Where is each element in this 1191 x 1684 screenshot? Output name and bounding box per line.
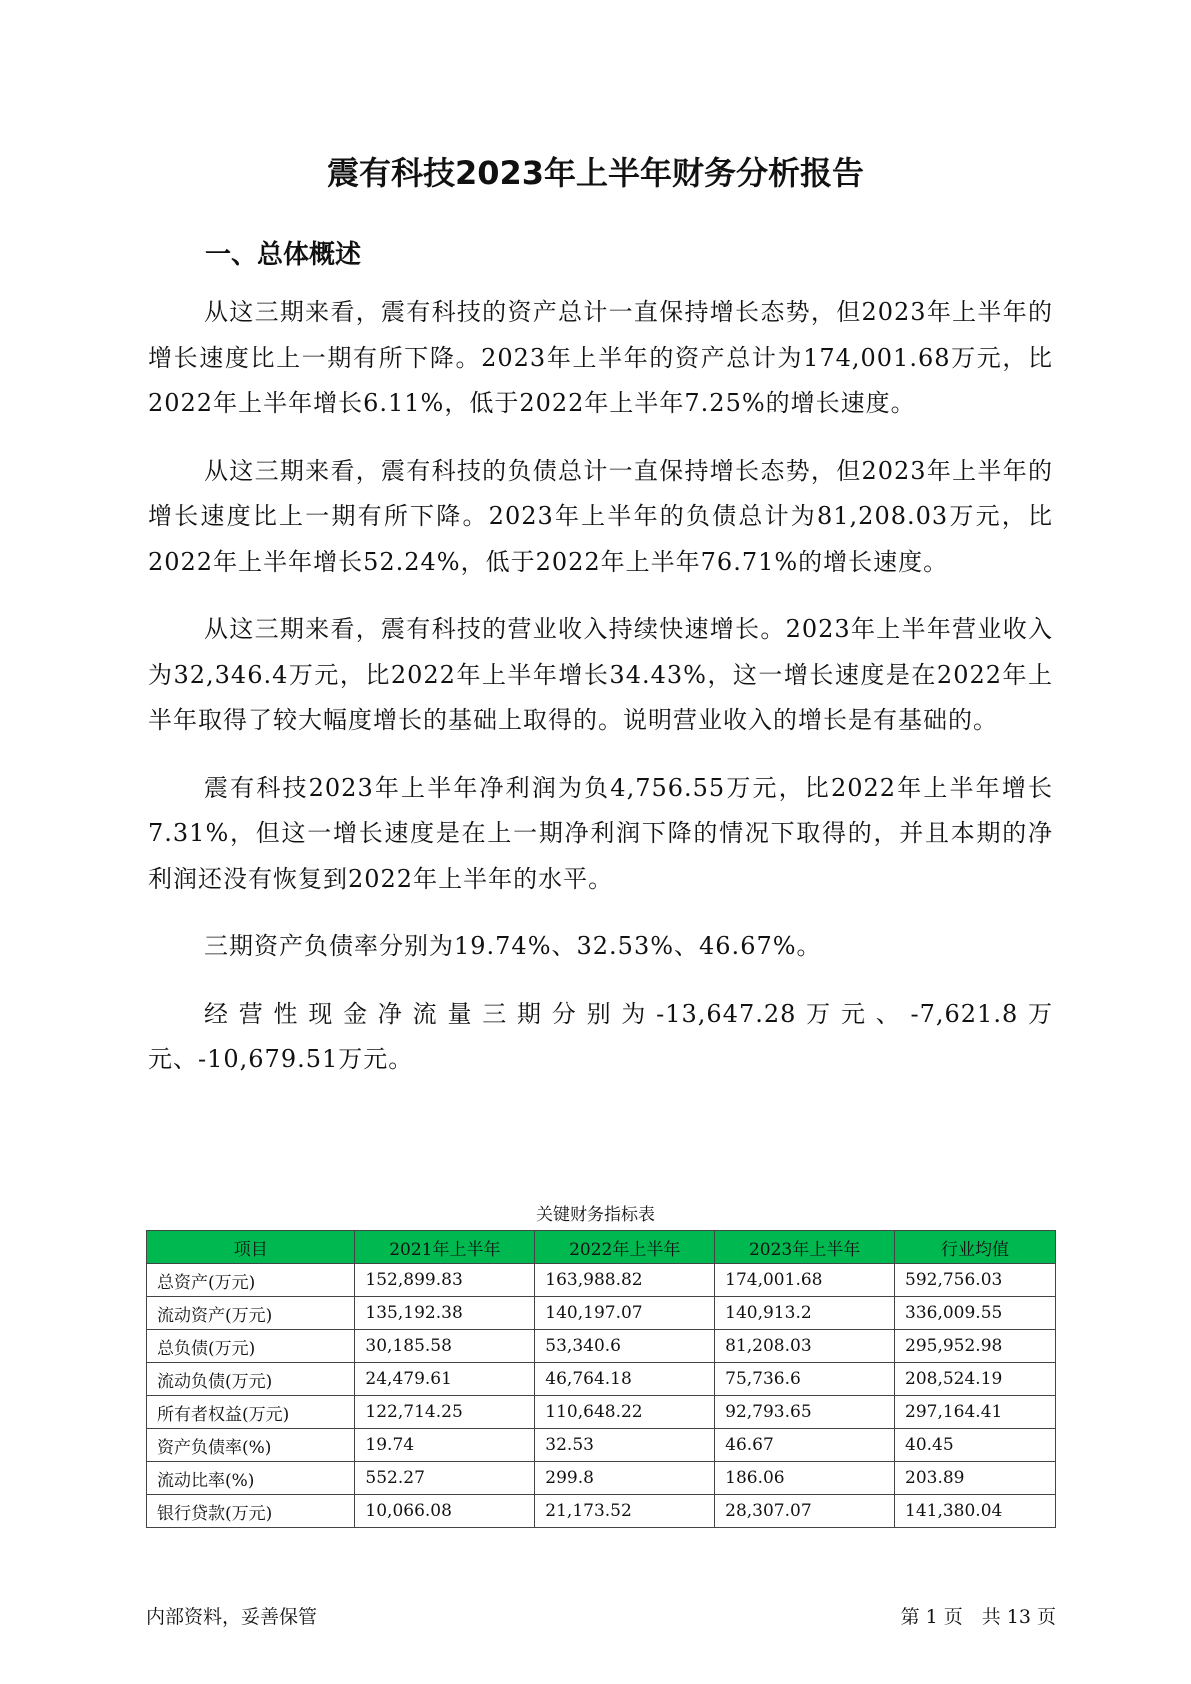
table-cell: 75,736.6 bbox=[715, 1363, 895, 1396]
table-cell: 53,340.6 bbox=[535, 1330, 715, 1363]
document-title: 震有科技2023年上半年财务分析报告 bbox=[326, 154, 865, 192]
table-cell: 122,714.25 bbox=[355, 1396, 535, 1429]
table-cell: 152,899.83 bbox=[355, 1264, 535, 1297]
table-cell: 24,479.61 bbox=[355, 1363, 535, 1396]
table-cell: 174,001.68 bbox=[715, 1264, 895, 1297]
table-row bbox=[147, 1429, 1056, 1462]
paragraph: 经营性现金净流量三期分别为-13,647.28万元、-7,621.8万元、-10,679.51万元。 bbox=[148, 999, 1053, 1073]
table-row bbox=[147, 1264, 1056, 1297]
table-header-row bbox=[147, 1231, 1056, 1264]
table-cell: 297,164.41 bbox=[895, 1396, 1056, 1429]
section-heading: 一、总体概述 bbox=[205, 240, 362, 270]
paragraph: 从这三期来看，震有科技的负债总计一直保持增长态势，但2023年上半年的增长速度比上一期有所下降。2023年上半年的负债总计为81,208.03万元，比2022年上半年增长52.24%，低于2022年上半年76.71%的增长速度。 bbox=[148, 456, 1053, 576]
table-caption: 关键财务指标表 bbox=[536, 1205, 655, 1225]
table-cell: 流动负债(万元) bbox=[147, 1363, 355, 1396]
table-row bbox=[147, 1396, 1056, 1429]
table-cell: 135,192.38 bbox=[355, 1297, 535, 1330]
table-cell: 32.53 bbox=[535, 1429, 715, 1462]
table-cell: 299.8 bbox=[535, 1462, 715, 1495]
table-cell: 336,009.55 bbox=[895, 1297, 1056, 1330]
table-cell: 81,208.03 bbox=[715, 1330, 895, 1363]
page-number: 第 1 页 共 13 页 bbox=[900, 1606, 1056, 1628]
paragraph: 从这三期来看，震有科技的营业收入持续快速增长。2023年上半年营业收入为32,346.4万元，比2022年上半年增长34.43%，这一增长速度是在2022年上半年取得了较大幅度增长的基础上取得的。说明营业收入的增长是有基础的。 bbox=[148, 615, 1053, 734]
table-cell: 141,380.04 bbox=[895, 1495, 1056, 1528]
paragraph: 三期资产负债率分别为19.74%、32.53%、46.67%。 bbox=[204, 932, 822, 960]
table-cell: 140,913.2 bbox=[715, 1297, 895, 1330]
body-text bbox=[148, 290, 1053, 1105]
table-cell: 10,066.08 bbox=[355, 1495, 535, 1528]
table-cell: 110,648.22 bbox=[535, 1396, 715, 1429]
table-cell: 19.74 bbox=[355, 1429, 535, 1462]
footer-confidential: 内部资料，妥善保管 bbox=[146, 1606, 318, 1628]
table-row bbox=[147, 1297, 1056, 1330]
table-cell: 163,988.82 bbox=[535, 1264, 715, 1297]
column-header: 项目 bbox=[147, 1231, 355, 1264]
table-row bbox=[147, 1495, 1056, 1528]
table-cell: 46,764.18 bbox=[535, 1363, 715, 1396]
column-header: 2023年上半年 bbox=[715, 1231, 895, 1264]
financial-table bbox=[146, 1230, 1056, 1528]
table-cell: 所有者权益(万元) bbox=[147, 1396, 355, 1429]
table-cell: 流动资产(万元) bbox=[147, 1297, 355, 1330]
column-header: 2021年上半年 bbox=[355, 1231, 535, 1264]
table-row bbox=[147, 1363, 1056, 1396]
table-cell: 总资产(万元) bbox=[147, 1264, 355, 1297]
paragraph: 震有科技2023年上半年净利润为负4,756.55万元，比2022年上半年增长7.31%，但这一增长速度是在上一期净利润下降的情况下取得的，并且本期的净利润还没有恢复到2022年上半年的水平。 bbox=[148, 773, 1053, 893]
table-row bbox=[147, 1462, 1056, 1495]
table-cell: 28,307.07 bbox=[715, 1495, 895, 1528]
table-cell: 21,173.52 bbox=[535, 1495, 715, 1528]
table-cell: 552.27 bbox=[355, 1462, 535, 1495]
table-cell: 资产负债率(%) bbox=[147, 1429, 355, 1462]
table-cell: 186.06 bbox=[715, 1462, 895, 1495]
table-cell: 203.89 bbox=[895, 1462, 1056, 1495]
table-cell: 140,197.07 bbox=[535, 1297, 715, 1330]
table-cell: 295,952.98 bbox=[895, 1330, 1056, 1363]
table-cell: 银行贷款(万元) bbox=[147, 1495, 355, 1528]
table-cell: 92,793.65 bbox=[715, 1396, 895, 1429]
table-cell: 208,524.19 bbox=[895, 1363, 1056, 1396]
table-cell: 592,756.03 bbox=[895, 1264, 1056, 1297]
table-row bbox=[147, 1330, 1056, 1363]
table-cell: 40.45 bbox=[895, 1429, 1056, 1462]
column-header: 2022年上半年 bbox=[535, 1231, 715, 1264]
table-cell: 30,185.58 bbox=[355, 1330, 535, 1363]
table-cell: 总负债(万元) bbox=[147, 1330, 355, 1363]
table-cell: 流动比率(%) bbox=[147, 1462, 355, 1495]
paragraph: 从这三期来看，震有科技的资产总计一直保持增长态势，但2023年上半年的增长速度比上一期有所下降。2023年上半年的资产总计为174,001.68万元，比2022年上半年增长6.11%，低于2022年上半年7.25%的增长速度。 bbox=[148, 298, 1053, 417]
column-header: 行业均值 bbox=[895, 1231, 1056, 1264]
table-cell: 46.67 bbox=[715, 1429, 895, 1462]
